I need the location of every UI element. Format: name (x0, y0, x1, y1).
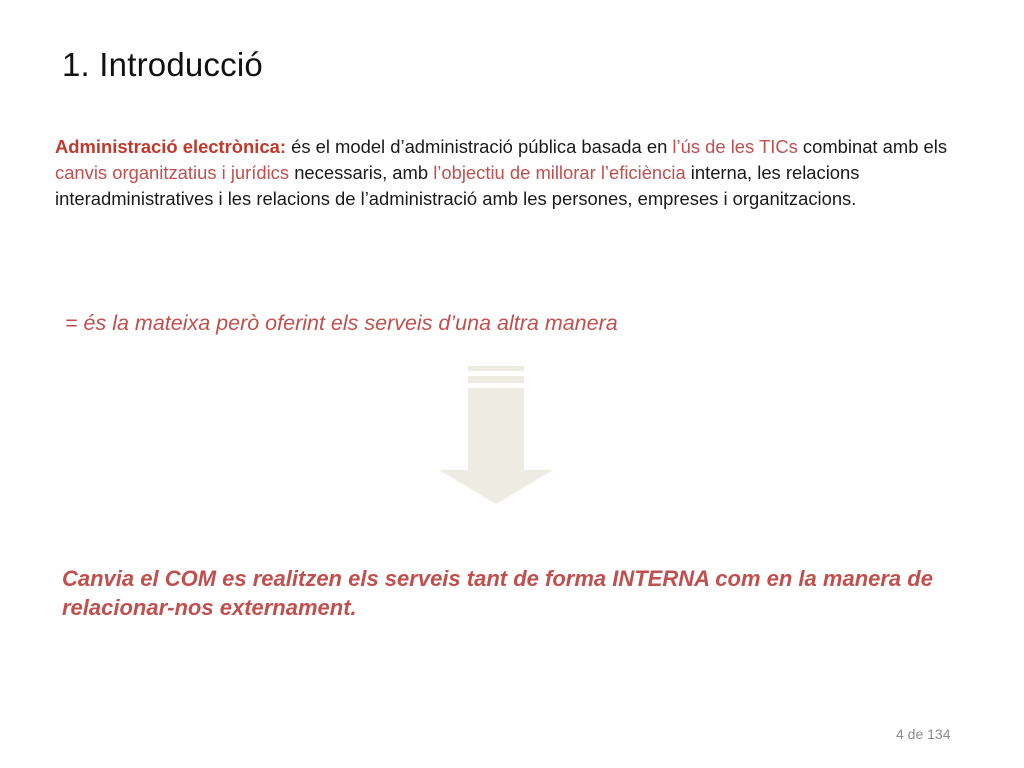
arrow-body (439, 388, 553, 504)
definition-text-2: combinat amb els (797, 136, 948, 157)
slide-title: 1. Introducció (62, 46, 263, 83)
highlight-tics: l’ús de les TICs (672, 136, 798, 157)
highlight-canvis: canvis organitzatius i jurídics (55, 162, 290, 183)
arrow-stripe-top (468, 366, 524, 371)
definition-text-3: necessaris, amb (289, 162, 434, 183)
definition-text-4: interna, les relacions interadministratives i les relacions de l’administració amb les persones, empreses i organitzacions. (55, 162, 860, 209)
down-arrow-icon (436, 364, 556, 506)
definition-text-1: és el model d’administració pública basada en (285, 136, 673, 157)
equation-statement: = és la mateixa però oferint els serveis d’una altra manera (65, 311, 618, 335)
definition-term: Administració electrònica: (55, 136, 286, 157)
highlight-objectiu: l’objectiu de millorar l’eficiència (433, 162, 686, 183)
page-number: 4 de 134 (896, 726, 951, 742)
arrow-stripe-mid (468, 376, 524, 383)
conclusion-statement: Canvia el COM es realitzen els serveis tant de forma INTERNA com en la manera de relacionar-nos externament. (62, 566, 933, 620)
definition-paragraph (55, 134, 975, 212)
